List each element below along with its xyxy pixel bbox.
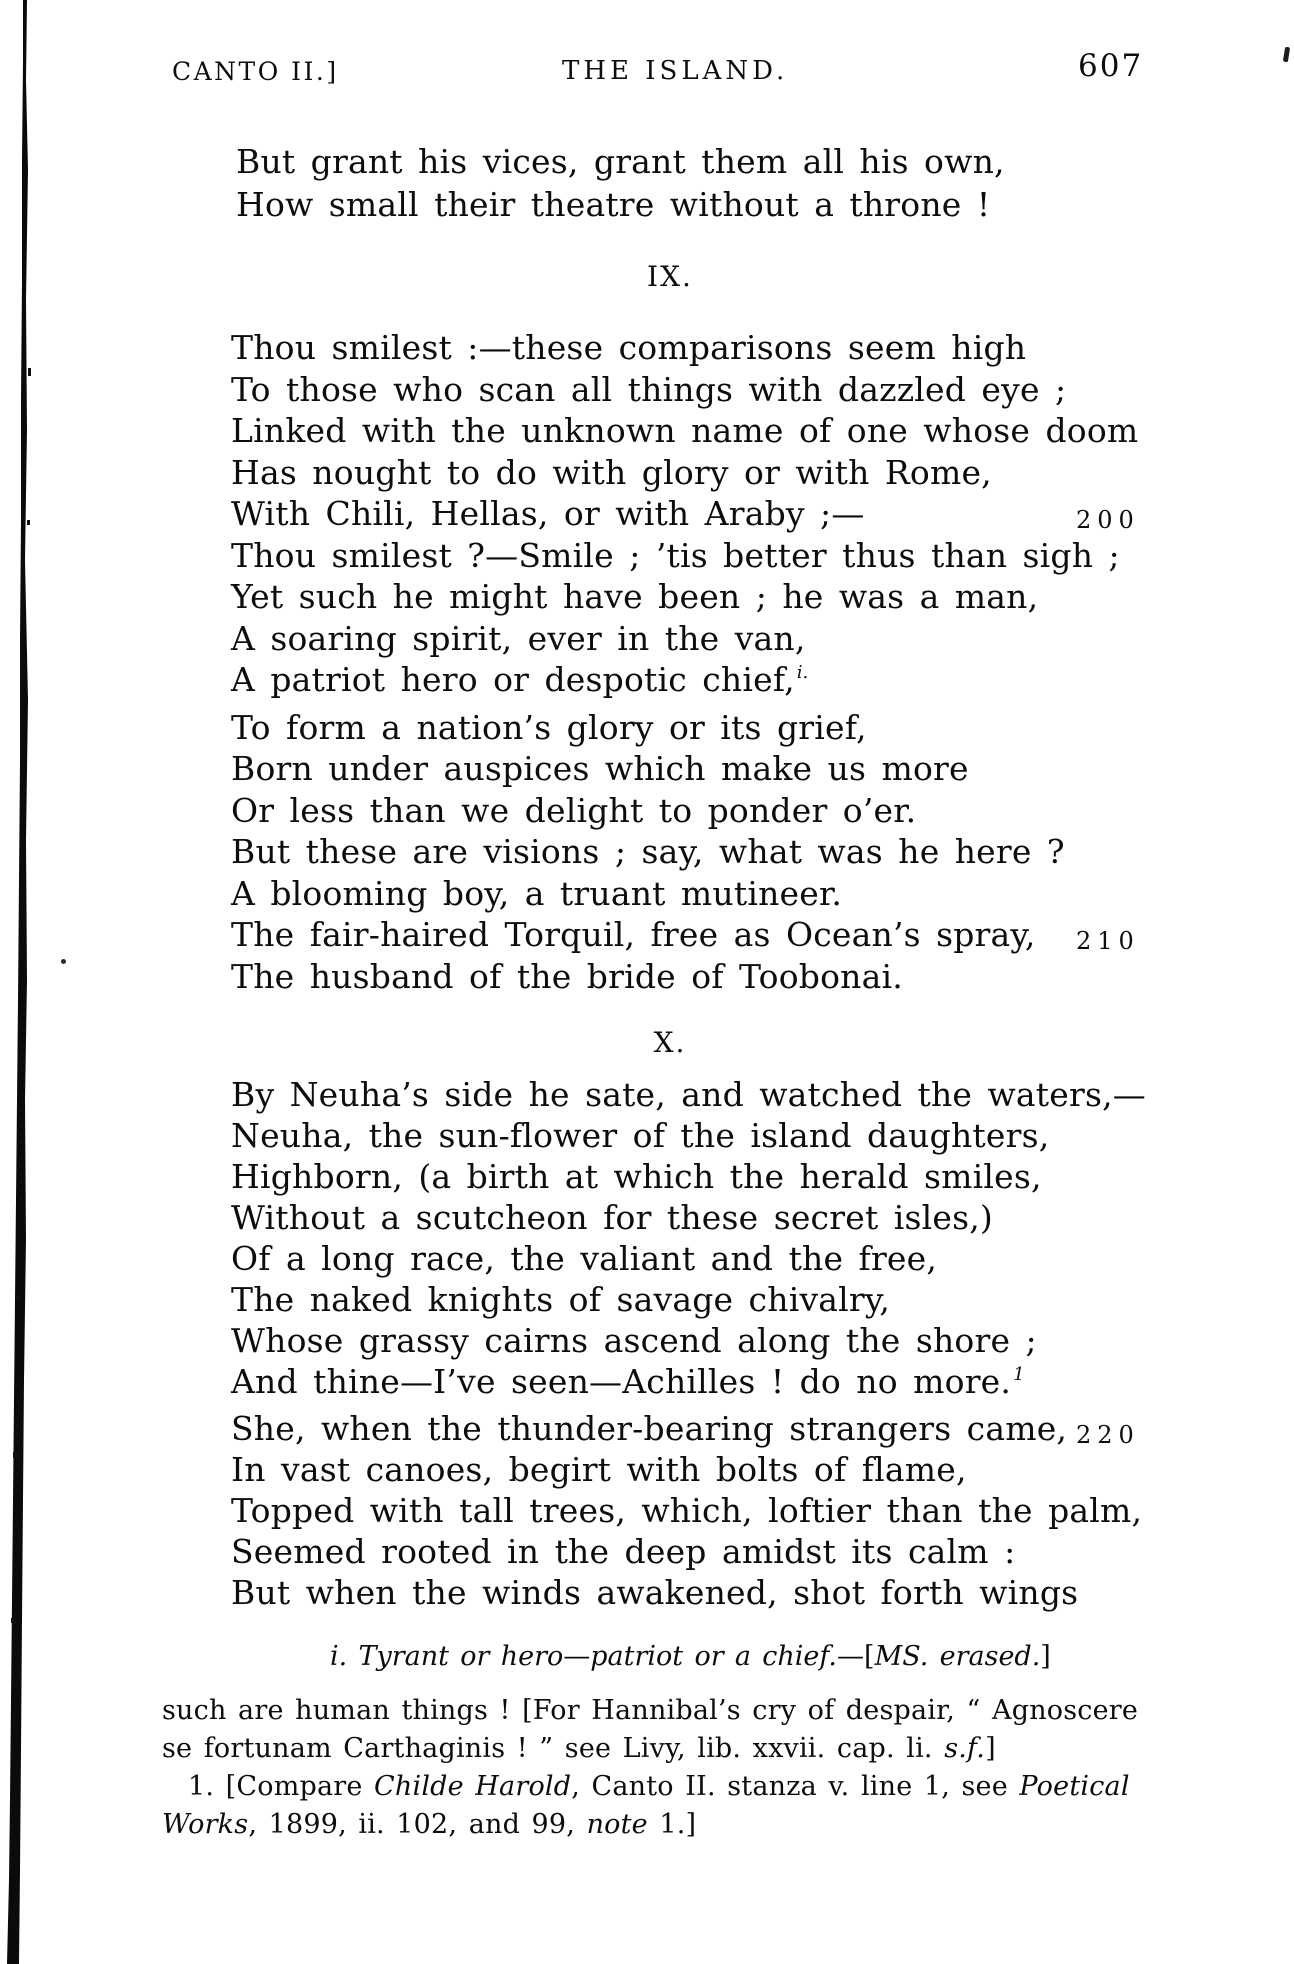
footnote-line [162,1730,1162,1768]
scan-speck-icon [1283,47,1290,63]
poem-line [231,1320,1166,1361]
running-title: THE ISLAND. [562,56,789,86]
stanza-x [231,1074,1166,1613]
poem-line [231,452,1166,494]
poem-line-text: Has nought to do with glory or with Rome, [231,452,992,492]
poem-line [231,369,1166,411]
poem-line [231,1156,1166,1197]
poem-line [236,183,1171,226]
italic-text: s.f. [944,1733,986,1764]
poem-line [231,1408,1166,1449]
footnote-text: 1.] [647,1809,697,1840]
italic-text: Childe Harold [374,1771,572,1802]
poem-line-text: Linked with the unknown name of one whose doom [231,411,1139,450]
footnote-marker: i. [796,662,809,683]
footnote-text: , 1899, ii. 102, and 99, [248,1809,587,1840]
footnote-line [162,1768,1162,1806]
poem-line-text: Whose grassy cairns ascend along the shore ; [231,1321,1037,1360]
footnote-line [162,1692,1162,1730]
poem-line-text: Thou smilest ?—Smile ; ’tis better thus than sigh ; [231,535,1120,575]
poem-line-text: Seemed rooted in the deep amidst its calm : [231,1532,1016,1571]
scan-speck-icon [61,959,66,964]
footnote-text: ] [1040,1641,1051,1672]
italic-text: Poetical [1019,1771,1130,1802]
poem-line-text: To those who scan all things with dazzled eye ; [231,369,1067,409]
poem-line-text: How small their theatre without a throne ! [236,185,991,224]
footnote-text: se fortunam Carthaginis ! ” see Livy, lib. xxvii. cap. li. [162,1733,945,1764]
poem-line [231,618,1166,660]
italic-text: i. [330,1641,359,1672]
poem-line-text: A soaring spirit, ever in the van, [231,618,806,658]
poem-line-text: Born under auspices which make us more [231,749,969,788]
poem-line [231,410,1166,452]
poem-line [231,535,1166,577]
poem-line [231,1238,1166,1279]
poem-line [231,1074,1166,1115]
poem-line-text: Neuha, the sun-flower of the island daughters, [231,1116,1050,1155]
poem-line [231,914,1166,956]
line-number: 200 [1076,506,1140,534]
poem-line [231,790,1166,832]
stanza-viii-fragment [236,140,1171,226]
footnote-line [162,1806,1162,1844]
poem-line [231,1115,1166,1156]
footnote-text: , Canto II. stanza v. line 1, see [571,1771,1020,1802]
poem-line [231,707,1166,749]
line-number: 210 [1076,927,1140,955]
poem-line-text: With Chili, Hellas, or with Araby ;— [231,494,865,533]
poem-line [231,831,1166,873]
italic-text: note [586,1809,648,1840]
poem-line [231,873,1166,915]
italic-text: Works [162,1809,249,1840]
poem-line-text: A patriot hero or despotic chief, [231,660,795,699]
poem-line [231,1572,1166,1613]
poem-line [231,327,1166,369]
line-number: 220 [1076,1421,1140,1449]
stanza-heading-ix: IX. [647,260,693,293]
poem-line-text: Or less than we delight to ponder o’er. [231,790,917,830]
poem-line-text: The fair-haired Torquil, free as Ocean’s spray, [231,915,1036,954]
italic-text: MS. erased. [874,1641,1041,1672]
footnote-marker: 1 [1013,1364,1025,1385]
page-number: 607 [1078,48,1144,84]
poem-line [231,748,1166,790]
poem-line-text: Topped with tall trees, which, loftier than the palm, [231,1491,1143,1530]
poem-line [231,1490,1166,1531]
poem-line-text: Highborn, (a birth at which the herald smiles, [231,1157,1042,1196]
poem-line-text: But when the winds awakened, shot forth wings [231,1573,1079,1612]
poem-line-text: A blooming boy, a truant mutineer. [231,873,843,913]
footnote-text: —[ [837,1641,875,1672]
poem-line [231,1361,1166,1408]
poem-line [231,1449,1166,1490]
poem-line-text: Of a long race, the valiant and the free, [231,1239,938,1278]
poem-line [231,956,1166,998]
poem-line-text: But grant his vices, grant them all his own, [236,142,1005,181]
footnote-text: ] [985,1733,996,1764]
ms-footnote [330,1641,1051,1672]
footnote-text: such are human things ! [For Hannibal’s cry of despair, “ Agnoscere [162,1695,1139,1726]
poem-line-text: By Neuha’s side he sate, and watched the waters,— [231,1075,1146,1114]
poem-line-text: The naked knights of savage chivalry, [231,1280,891,1319]
poem-line [231,1197,1166,1238]
canto-label: CANTO II.] [172,57,339,86]
poem-line-text: She, when the thunder-bearing strangers came, [231,1409,1068,1448]
poem-line-text: And thine—I’ve seen—Achilles ! do no more. [231,1362,1012,1401]
poem-line-text: In vast canoes, begirt with bolts of flame, [231,1450,967,1489]
poem-line-text: Without a scutcheon for these secret isles,) [231,1198,993,1237]
poem-line-text: Yet such he might have been ; he was a man, [231,577,1039,616]
italic-text: Tyrant or hero—patriot or a chief. [358,1641,838,1672]
binding-edge [0,0,50,1964]
editor-footnote [162,1692,1162,1844]
poem-line [231,659,1166,707]
stanza-heading-x: X. [653,1026,687,1059]
poem-line-text: To form a nation’s glory or its grief, [231,707,867,747]
poem-line [231,493,1166,535]
poem-line [231,1531,1166,1572]
poem-line [236,140,1171,183]
poem-line-text: But these are visions ; say, what was he here ? [231,832,1065,871]
poem-line [231,1279,1166,1320]
poem-line [231,576,1166,618]
poem-line-text: Thou smilest :—these comparisons seem high [231,328,1027,367]
stanza-ix [231,327,1166,997]
footnote-text: 1. [Compare [188,1771,375,1802]
poem-line-text: The husband of the bride of Toobonai. [231,956,903,996]
